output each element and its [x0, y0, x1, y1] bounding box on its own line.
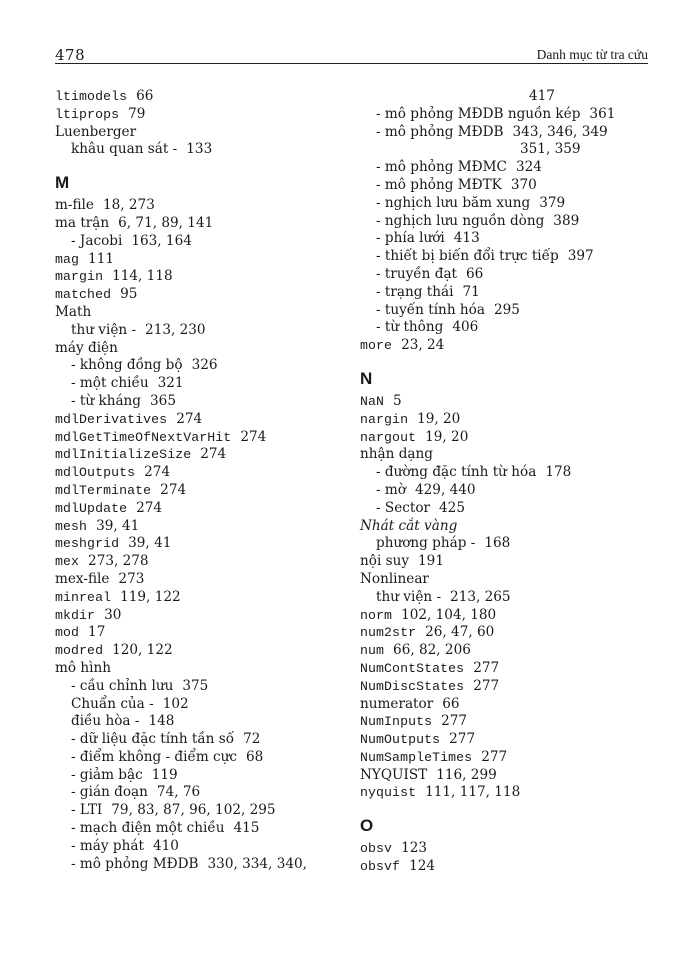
index-subentry [360, 248, 660, 266]
index-pages: 19, 20 [417, 410, 461, 427]
index-term: obsvf [360, 859, 401, 875]
section-letter [55, 169, 345, 197]
index-entry [55, 482, 345, 500]
index-subentry [55, 322, 345, 340]
index-subentry [360, 195, 660, 213]
index-entry [55, 535, 345, 553]
index-subentry [55, 749, 345, 767]
index-term: khâu quan sát - [71, 141, 178, 158]
index-pages: 370 [510, 176, 537, 193]
index-subentry [55, 141, 345, 159]
index-entry [360, 696, 660, 714]
index-term: m-file [55, 197, 94, 214]
index-entry [360, 713, 660, 731]
index-pages: 26, 47, 60 [425, 624, 495, 641]
index-subentry [360, 319, 660, 337]
index-pages: 417 [529, 88, 555, 104]
index-entry [55, 553, 345, 571]
index-term: - cầu chỉnh lưu [71, 677, 174, 694]
index-subentry [55, 375, 345, 393]
index-term: ma trận [55, 214, 110, 231]
index-term: mex-file [55, 570, 110, 587]
index-term: NumOutputs [360, 732, 441, 748]
index-entry [360, 678, 660, 696]
section-letter-text: O [360, 816, 374, 836]
index-term: Nonlinear [360, 570, 429, 587]
index-term: - nghịch lưu nguồn dòng [376, 212, 545, 229]
index-entry [55, 124, 345, 142]
index-entry [55, 268, 345, 286]
index-entry [55, 660, 345, 678]
index-term: - truyền đạt [376, 265, 458, 282]
index-entry [55, 518, 345, 536]
index-term: mex [55, 554, 80, 570]
section-letter [360, 365, 660, 393]
index-subentry [360, 589, 660, 607]
index-term: - gián đoạn [71, 784, 148, 801]
index-term: nội suy [360, 553, 410, 570]
index-term: NYQUIST [360, 766, 428, 783]
index-entry [360, 411, 660, 429]
index-entry [55, 411, 345, 429]
index-term: - thiết bị biến đổi trực tiếp [376, 248, 559, 265]
index-pages: 397 [567, 248, 594, 265]
index-subentry [55, 784, 345, 802]
index-subentry [55, 838, 345, 856]
index-entry [55, 642, 345, 660]
index-term: - không đồng bộ [71, 357, 183, 374]
index-pages: 66 [466, 265, 484, 282]
index-subentry [360, 106, 660, 124]
index-column-right [360, 88, 660, 876]
index-pages: 274 [240, 428, 267, 445]
index-term: - Jacobi [71, 232, 123, 249]
index-term: nhận dạng [360, 446, 433, 463]
index-term: - phía lưới [376, 230, 445, 247]
index-term: obsv [360, 841, 393, 857]
index-entry [55, 304, 345, 322]
index-entry [360, 393, 660, 411]
index-entry [360, 518, 660, 536]
index-term: - mô phỏng MĐDB [376, 123, 504, 140]
index-term: - một chiều [71, 375, 149, 392]
index-pages: 124 [409, 858, 436, 875]
page-header [55, 44, 648, 64]
index-continuation [360, 141, 660, 159]
index-term: num2str [360, 625, 417, 641]
index-pages: 68 [246, 748, 264, 765]
index-subentry [360, 159, 660, 177]
index-term: NumContStates [360, 660, 465, 676]
index-pages: 39, 41 [96, 517, 140, 534]
index-term: mdlDerivatives [55, 411, 168, 427]
index-pages: 351, 359 [520, 141, 581, 158]
index-subentry [360, 124, 660, 142]
index-entry [360, 429, 660, 447]
index-term: mdlTerminate [55, 482, 152, 498]
index-pages: 30 [104, 606, 122, 623]
index-continuation [360, 88, 660, 106]
index-subentry [360, 482, 660, 500]
index-term: matched [55, 287, 112, 303]
index-entry [360, 642, 660, 660]
index-pages: 6, 71, 89, 141 [118, 214, 214, 231]
index-pages: 79 [128, 105, 146, 122]
index-entry [55, 215, 345, 233]
index-pages: 277 [473, 659, 500, 676]
index-term: NaN [360, 393, 385, 409]
index-pages: 273 [118, 570, 145, 587]
index-entry [55, 106, 345, 124]
index-pages: 116, 299 [436, 766, 497, 783]
index-pages: 295 [493, 301, 520, 318]
index-term: máy điện [55, 339, 118, 356]
index-pages: 343, 346, 349 [512, 123, 608, 140]
index-column-left [55, 88, 345, 873]
index-term: - mô phỏng MĐDB [71, 855, 199, 872]
index-entry [360, 731, 660, 749]
index-pages: 95 [120, 286, 138, 303]
index-pages: 277 [441, 713, 468, 730]
index-pages: 277 [449, 731, 476, 748]
index-entry [55, 286, 345, 304]
index-pages: 120, 122 [112, 642, 173, 659]
index-term: NumInputs [360, 714, 433, 730]
index-pages: 72 [243, 731, 261, 748]
index-subentry [55, 393, 345, 411]
index-term: mkdir [55, 607, 96, 623]
index-term: num [360, 643, 385, 659]
index-pages: 66 [442, 695, 460, 712]
index-entry [360, 607, 660, 625]
index-term: Chuẩn của - [71, 695, 154, 712]
index-entry [360, 784, 660, 802]
index-pages: 23, 24 [401, 337, 445, 354]
index-term: - mô phỏng MĐTK [376, 176, 502, 193]
index-pages: 413 [453, 230, 480, 247]
index-term: Math [55, 303, 92, 320]
index-term: mô hình [55, 659, 112, 676]
index-pages: 274 [176, 410, 203, 427]
index-pages: 273, 278 [88, 553, 149, 570]
index-pages: 39, 41 [128, 535, 172, 552]
index-pages: 274 [200, 446, 227, 463]
index-pages: 274 [136, 499, 163, 516]
section-letter-text: N [360, 368, 373, 388]
index-entry [360, 858, 660, 876]
index-term: thư viện - [376, 588, 442, 605]
index-entry [55, 464, 345, 482]
index-subentry [55, 713, 345, 731]
index-pages: 410 [152, 837, 179, 854]
index-pages: 191 [418, 553, 444, 570]
index-term: modred [55, 643, 104, 659]
index-pages: 379 [539, 194, 566, 211]
index-pages: 19, 20 [425, 428, 469, 445]
index-entry [55, 88, 345, 106]
section-letter [360, 812, 660, 840]
index-pages: 111 [88, 250, 114, 267]
index-term: nargout [360, 429, 417, 445]
index-subentry [55, 731, 345, 749]
index-subentry [360, 230, 660, 248]
index-pages: 213, 265 [450, 588, 511, 605]
index-term: margin [55, 269, 104, 285]
index-entry [360, 749, 660, 767]
index-pages: 389 [553, 212, 580, 229]
index-pages: 148 [148, 713, 175, 730]
index-subentry [55, 696, 345, 714]
index-pages: 406 [452, 319, 479, 336]
index-entry [55, 340, 345, 358]
index-term: minreal [55, 589, 112, 605]
index-entry [360, 660, 660, 678]
index-term: mdlUpdate [55, 500, 128, 516]
running-title: Danh mục từ tra cứu [536, 47, 648, 62]
index-term: mag [55, 251, 80, 267]
index-pages: 330, 334, 340, [207, 855, 307, 872]
index-term: norm [360, 607, 393, 623]
index-entry [55, 624, 345, 642]
index-pages: 361 [589, 105, 616, 122]
index-subentry [360, 500, 660, 518]
index-subentry [55, 233, 345, 251]
index-pages: 102 [162, 695, 189, 712]
index-pages: 66 [136, 88, 154, 104]
index-pages: 114, 118 [112, 268, 173, 285]
index-pages: 119 [151, 766, 178, 783]
index-subentry [55, 357, 345, 375]
index-term: numerator [360, 695, 434, 712]
index-term: thư viện - [71, 321, 137, 338]
index-term: - Sector [376, 499, 431, 516]
index-pages: 274 [144, 464, 171, 481]
index-pages: 324 [515, 159, 542, 176]
index-term: - mạch điện một chiều [71, 820, 225, 837]
index-subentry [55, 678, 345, 696]
page-number: 478 [55, 46, 86, 64]
index-subentry [55, 856, 345, 874]
index-term: nargin [360, 411, 409, 427]
index-pages: 321 [157, 375, 184, 392]
index-pages: 365 [150, 392, 176, 409]
index-pages: 17 [88, 624, 106, 641]
index-pages: 119, 122 [120, 588, 181, 605]
index-pages: 102, 104, 180 [401, 606, 497, 623]
index-term: - trạng thái [376, 283, 454, 300]
index-subentry [360, 284, 660, 302]
index-term: - nghịch lưu băm xung [376, 194, 531, 211]
index-term: - đường đặc tính từ hóa [376, 464, 537, 481]
index-pages: 66, 82, 206 [393, 642, 471, 659]
index-pages: 425 [439, 499, 465, 516]
index-entry [360, 767, 660, 785]
index-pages: 274 [160, 481, 187, 498]
index-pages: 213, 230 [145, 321, 206, 338]
index-pages: 123 [401, 840, 428, 857]
index-pages: 79, 83, 87, 96, 102, 295 [111, 802, 276, 819]
section-letter-text: M [55, 173, 70, 193]
index-term: - giảm bậc [71, 766, 143, 783]
index-pages: 415 [233, 820, 260, 837]
index-subentry [55, 802, 345, 820]
index-term: Luenberger [55, 123, 137, 140]
index-entry [55, 500, 345, 518]
index-term: điều hòa - [71, 713, 140, 730]
index-pages: 18, 273 [102, 197, 155, 214]
index-term: - từ thông [376, 319, 444, 336]
index-entry [360, 446, 660, 464]
index-term: phương pháp - [376, 535, 476, 552]
index-entry [55, 197, 345, 215]
index-pages: 429, 440 [415, 481, 476, 498]
index-subentry [360, 302, 660, 320]
index-subentry [55, 767, 345, 785]
index-term: NumDiscStates [360, 678, 465, 694]
index-term: NumSampleTimes [360, 749, 473, 765]
index-term: - điểm không - điểm cực [71, 748, 238, 765]
index-term: more [360, 338, 393, 354]
index-subentry [55, 820, 345, 838]
index-pages: 74, 76 [156, 784, 201, 801]
index-term: - mô phỏng MĐMC [376, 159, 507, 176]
index-pages: 168 [484, 535, 511, 552]
index-term: - từ kháng [71, 392, 142, 409]
index-entry [55, 446, 345, 464]
index-term: - tuyến tính hóa [376, 301, 485, 318]
index-term: meshgrid [55, 536, 120, 552]
index-pages: 133 [186, 141, 213, 158]
index-term: - dữ liệu đặc tính tần số [71, 731, 235, 748]
index-pages: 375 [182, 677, 209, 694]
index-term: mdlGetTimeOfNextVarHit [55, 429, 232, 445]
index-term: mesh [55, 518, 88, 534]
index-pages: 178 [545, 464, 572, 481]
index-pages: 277 [481, 748, 508, 765]
index-pages: 111, 117, 118 [425, 784, 521, 801]
index-entry [55, 607, 345, 625]
index-term: - máy phát [71, 837, 144, 854]
index-term: nyquist [360, 785, 417, 801]
index-term: mdlInitializeSize [55, 447, 192, 463]
index-subentry [360, 177, 660, 195]
index-term: - LTI [71, 802, 103, 819]
index-subentry [360, 213, 660, 231]
index-term: - mờ [376, 481, 406, 498]
index-term: mdlOutputs [55, 465, 136, 481]
index-entry [55, 429, 345, 447]
index-subentry [360, 535, 660, 553]
index-subentry [360, 464, 660, 482]
index-entry [360, 337, 660, 355]
index-subentry [360, 266, 660, 284]
header-rule [55, 63, 648, 64]
index-entry [55, 589, 345, 607]
index-entry [360, 571, 660, 589]
index-pages: 5 [393, 392, 402, 409]
index-term: ltiprops [55, 106, 120, 122]
index-entry [360, 624, 660, 642]
index-term: ltimodels [55, 89, 128, 104]
index-pages: 71 [462, 283, 480, 300]
index-term: mod [55, 625, 80, 641]
index-pages: 277 [473, 677, 500, 694]
index-term: Nhát cắt vàng [360, 517, 458, 534]
index-entry [360, 840, 660, 858]
index-entry [55, 251, 345, 269]
index-term: - mô phỏng MĐDB nguồn kép [376, 105, 581, 122]
index-entry [360, 553, 660, 571]
index-pages: 163, 164 [131, 232, 192, 249]
index-pages: 326 [191, 357, 218, 374]
index-entry [55, 571, 345, 589]
